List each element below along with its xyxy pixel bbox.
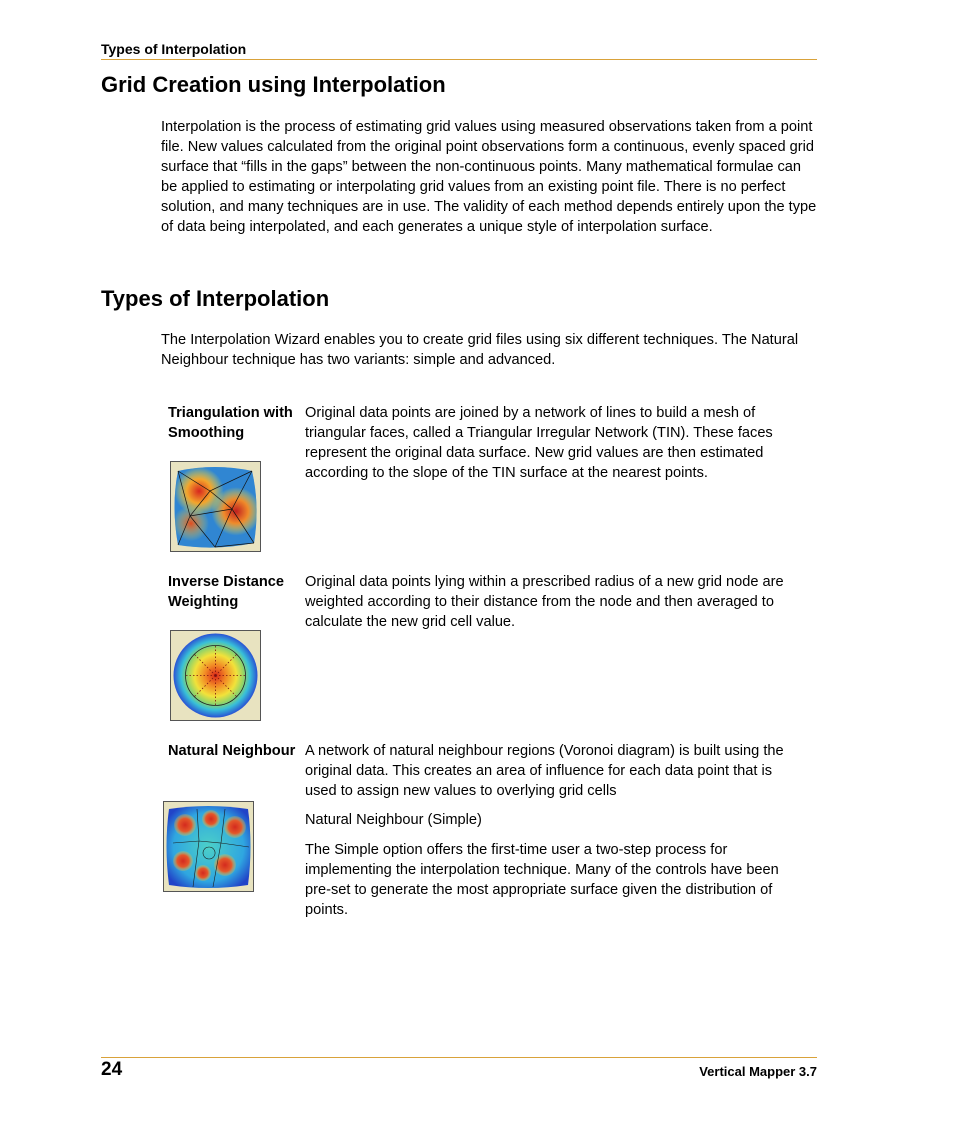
term-triangulation: Triangulation with Smoothing <box>168 405 293 441</box>
inverse-distance-thumbnail <box>170 630 261 721</box>
footer-product-name: Vertical Mapper 3.7 <box>699 1064 817 1079</box>
triangulation-thumbnail <box>170 461 261 552</box>
description-inverse-distance: Original data points lying within a prescribed radius of a new grid node are weighted according to their distance from the node and then averaged to calculate the new grid cell value. <box>305 574 784 630</box>
subheading-natural-neighbour-simple: Natural Neighbour (Simple) <box>305 812 482 828</box>
term-inverse-distance: Inverse Distance Weighting <box>168 574 285 610</box>
types-paragraph: The Interpolation Wizard enables you to create grid files using six different techniques. The Natural Neighbour technique has two variants: simple and advanced. <box>161 332 799 368</box>
grid-creation-paragraph: Interpolation is the process of estimating grid values using measured observations taken from a point file. New values calculated from the original point observations form a continuous, evenly spaced grid surface that “fills in the gaps” between the non-continuous points. Many mathematical formulae can be applied to estimating or interpolating grid values from an existing point file. There is no perfect solution, and many techniques are in use. The validity of each method depends entirely upon the type of data being interpolated, and each generates a unique style of interpolation surface. <box>161 119 817 235</box>
page-number: 24 <box>101 1059 123 1080</box>
footer-rule <box>101 1057 817 1058</box>
header-rule <box>101 59 817 60</box>
term-natural-neighbour: Natural Neighbour <box>168 743 296 759</box>
natural-neighbour-thumbnail <box>163 801 254 892</box>
description-natural-neighbour: A network of natural neighbour regions (Voronoi diagram) is built using the original data. This creates an area of influence for each data point that is used to assign new values to overlying grid cells <box>305 743 784 799</box>
section-title-types: Types of Interpolation <box>101 286 330 311</box>
section-title-grid-creation: Grid Creation using Interpolation <box>101 72 446 97</box>
description-triangulation: Original data points are joined by a network of lines to build a mesh of triangular faces, called a Triangular Irregular Network (TIN). These faces represent the original data surface. New grid values are then estimated according to the slope of the TIN surface at the nearest points. <box>305 405 773 481</box>
running-header: Types of Interpolation <box>101 41 247 57</box>
description-natural-neighbour-simple: The Simple option offers the first-time user a two-step process for implementing the interpolation technique. Many of the controls have been pre-set to generate the most appropriate surface given the distribution of points. <box>305 842 779 918</box>
